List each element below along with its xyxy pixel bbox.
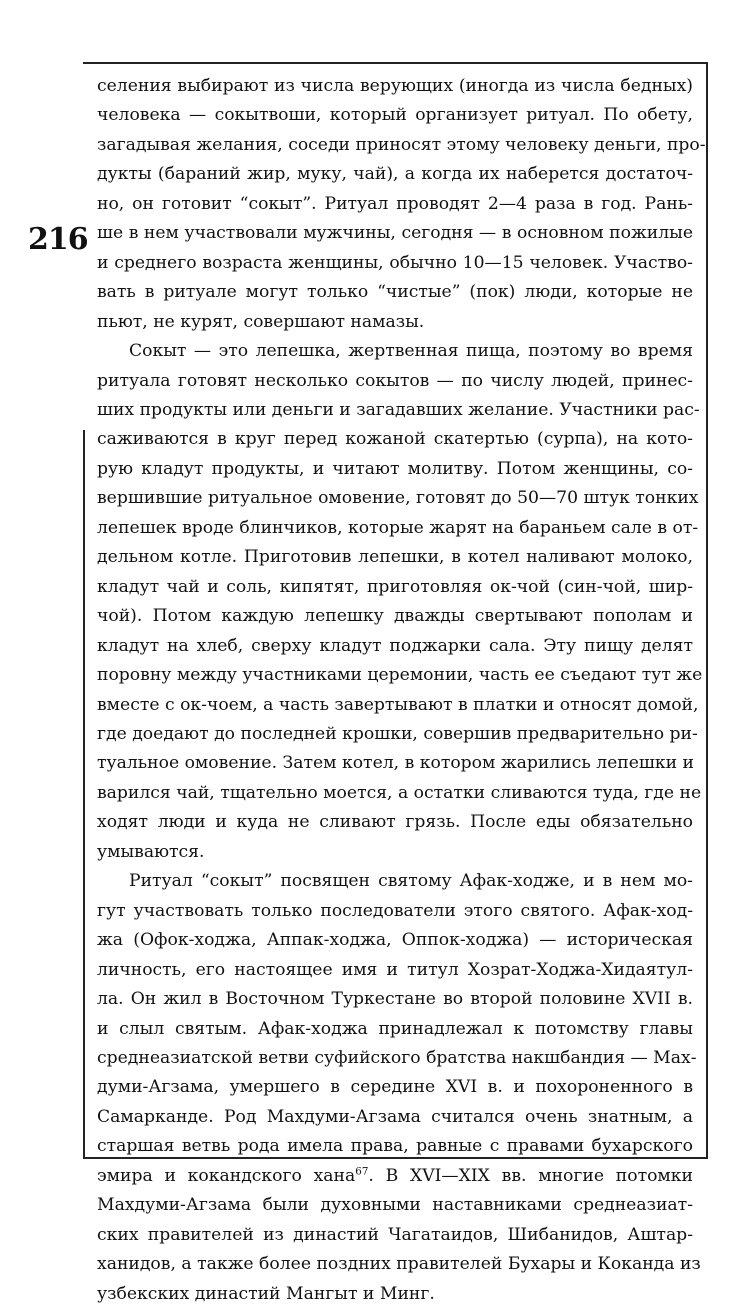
text-line: ходят люди и куда не сливают грязь. После еды обязательно	[97, 812, 693, 833]
text-line: загадывая желания, соседи приносят этому человеку деньги, про-	[97, 134, 706, 155]
text-line: ше в нем участвовали мужчины, сегодня — в основном пожилые	[97, 223, 693, 244]
text-line: селения выбирают из числа верующих (иногда из числа бедных)	[97, 76, 693, 96]
text-line: Сокыт — это лепешка, жертвенная пища, поэтому во время	[129, 341, 693, 362]
text-line: пьют, не курят, совершают намазы.	[97, 311, 425, 332]
text-line: и слыл святым. Афак-ходжа принадлежал к потомству главы	[97, 1018, 693, 1039]
text-line: ских правителей из династий Чагатаидов, Шибанидов, Аштар-	[97, 1224, 693, 1245]
text-line: рую кладут продукты, и читают молитву. Потом женщины, со-	[97, 458, 693, 479]
text-line: варился чай, тщательно моется, а остатки сливаются туда, где не	[97, 782, 702, 803]
text-line: ших продукты или деньги и загадавших желание. Участники рас-	[97, 399, 700, 420]
text-line: кладут на хлеб, сверху кладут поджарки сала. Эту пищу делят	[97, 635, 693, 656]
body-text	[97, 72, 706, 1309]
text-line: саживаются в круг перед кожаной скатертью (сурпа), на кото-	[97, 429, 693, 450]
text-line: поровну между участниками церемонии, часть ее съедают тут же	[97, 665, 703, 686]
text-line: вместе с ок-чоем, а часть завертывают в платки и относят домой,	[97, 694, 699, 715]
text-line: вершившие ритуальное омовение, готовят до 50—70 штук тонких	[97, 488, 699, 509]
text-line: Самарканде. Род Махдуми-Агзама считался очень знатным, а	[97, 1106, 693, 1127]
frame-top-rule	[83, 62, 708, 64]
text-line: Ритуал “сокыт” посвящен святому Афак-ходже, и в нем мо-	[129, 871, 693, 892]
text-line: где доедают до последней крошки, совершив предварительно ри-	[97, 723, 698, 744]
text-line: умываются.	[97, 841, 205, 862]
text-line: личность, его настоящее имя и титул Хозрат-Ходжа-Хидаятул-	[97, 959, 693, 980]
text-line: чой). Потом каждую лепешку дважды свертывают пополам и	[97, 606, 693, 627]
text-line: ла. Он жил в Восточном Туркестане во второй половине XVII в.	[97, 989, 693, 1010]
text-line	[97, 1162, 693, 1191]
text-segment: . В XVI—XIX вв. многие потомки	[368, 1165, 693, 1186]
text-line: ханидов, а также более поздних правителей Бухары и Коканда из	[97, 1254, 701, 1275]
text-line: но, он готовит “сокыт”. Ритуал проводят 2—4 раза в год. Рань-	[97, 193, 693, 214]
page-number: 216	[28, 222, 88, 257]
text-line: человека — сокытвоши, который организует ритуал. По обету,	[97, 105, 693, 126]
footnote-ref: 67	[355, 1165, 369, 1178]
text-line: ритуала готовят несколько сокытов — по числу людей, принес-	[97, 370, 693, 391]
text-line: среднеазиатской ветви суфийского братства накшбандия — Мах-	[97, 1047, 697, 1068]
text-line: узбекских династий Мангыт и Минг.	[97, 1283, 435, 1304]
text-line: дукты (бараний жир, муку, чай), а когда их наберется достаточ-	[97, 164, 693, 185]
text-line: думи-Агзама, умершего в середине XVI в. и похороненного в	[97, 1077, 693, 1098]
text-line: и среднего возраста женщины, обычно 10—15 человек. Участво-	[97, 252, 693, 273]
text-segment: эмира и кокандского хана	[97, 1165, 356, 1186]
frame-right-rule	[706, 62, 708, 1159]
text-line: лепешек вроде блинчиков, которые жарят на бараньем сале в от-	[97, 517, 699, 538]
text-line: дельном котле. Приготовив лепешки, в котел наливают молоко,	[97, 547, 693, 568]
text-line: вать в ритуале могут только “чистые” (пок) люди, которые не	[97, 282, 693, 303]
text-line: жа (Офок-ходжа, Аппак-ходжа, Оппок-ходжа) — историческая	[97, 930, 693, 951]
text-line: кладут чай и соль, кипятят, приготовляя ок-чой (син-чой, шир-	[97, 576, 693, 597]
text-line: старшая ветвь рода имела права, равные с правами бухарского	[97, 1136, 693, 1157]
text-line: гут участвовать только последователи этого святого. Афак-ход-	[97, 900, 693, 921]
frame-left-rule	[83, 430, 85, 1159]
text-line: туальное омовение. Затем котел, в котором жарились лепешки и	[97, 753, 695, 774]
text-line: Махдуми-Агзама были духовными наставниками среднеазиат-	[97, 1195, 693, 1216]
